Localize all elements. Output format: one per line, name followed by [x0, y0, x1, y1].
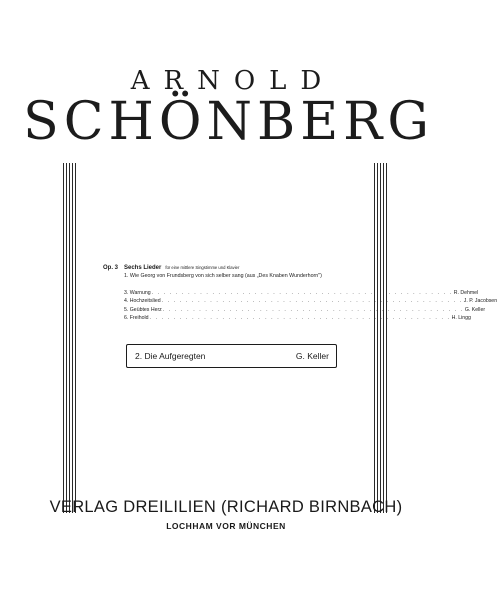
selected-song-box [126, 344, 337, 368]
leader-dots: . . . . . . . . . . . . . . . . . . . . . . . . . . . . . . . . . . . . . . . . . . . . . . . . . . [151, 290, 453, 296]
list-item [124, 306, 486, 314]
song-poet: H. Lingg [451, 315, 471, 322]
song-title: 6. Freihold [124, 315, 149, 322]
song-title: 5. Geübtes Herz [124, 306, 162, 313]
song-poet: J. P. Jacobsen [463, 298, 497, 305]
publisher-name: VERLAG DREILILIEN (RICHARD BIRNBACH) [49, 498, 403, 516]
right-decorative-rules [374, 163, 388, 513]
left-decorative-rules [63, 163, 77, 513]
first-song: 1. Wie Georg von Frundsberg von sich selber sang (aus „Des Knaben Wunderhorn") [124, 273, 322, 279]
publisher-location: LOCHHAM VOR MÜNCHEN [166, 521, 286, 531]
voice-note: für eine mittlere Singstimme und Klavier [165, 265, 240, 270]
composer-first-name: ARNOLD [130, 66, 336, 96]
song-poet: G. Keller [464, 306, 486, 313]
opus-title: Sechs Lieder [124, 265, 162, 271]
song-title: 3. Warnung [124, 290, 151, 296]
list-item [124, 289, 479, 297]
song-list [124, 289, 497, 323]
selected-song-title: 2. Die Aufgeregten [135, 351, 206, 361]
works-list [103, 264, 497, 323]
list-item [124, 314, 471, 322]
list-item [124, 297, 497, 305]
selected-song-poet: G. Keller [295, 351, 329, 361]
leader-dots: . . . . . . . . . . . . . . . . . . . . . . . . . . . . . . . . . . . . . . . . . . . . . . . . . . [162, 306, 464, 313]
leader-dots: . . . . . . . . . . . . . . . . . . . . . . . . . . . . . . . . . . . . . . . . . . . . . . . . . . [161, 298, 463, 305]
opus-heading [103, 264, 349, 272]
leader-dots: . . . . . . . . . . . . . . . . . . . . . . . . . . . . . . . . . . . . . . . . . . . . . . . . . . [149, 315, 451, 322]
song-poet: R. Dehmel [453, 290, 479, 296]
opus-number: Op. 3 [103, 265, 119, 271]
song-title: 4. Hochzeitslied [124, 298, 161, 305]
composer-last-name: SCHÖNBERG [23, 92, 434, 152]
